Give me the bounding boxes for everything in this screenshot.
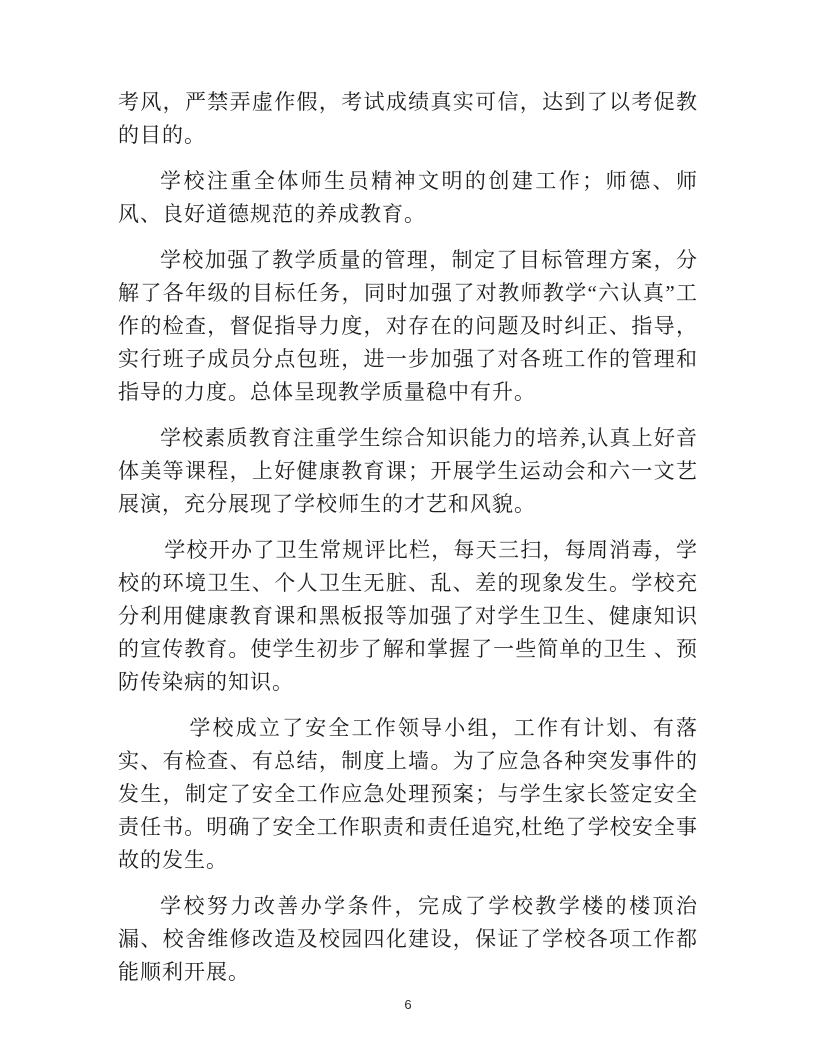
paragraph-teaching-quality-management: 学校加强了教学质量的管理，制定了目标管理方案，分解了各年级的目标任务，同时加强了对教师教学“六认真”工作的检查，督促指导力度，对存在的问题及时纠正、指导，实行班子成员分点包班，进一步加强了对各班工作的管理和指导的力度。总体呈现教学质量稳中有升。 xyxy=(118,248,698,404)
document-body xyxy=(118,86,698,1002)
page-number: 6 xyxy=(404,997,412,1012)
paragraph-quality-education: 学校素质教育注重学生综合知识能力的培养,认真上好音体美等课程，上好健康教育课；开展学生运动会和六一文艺展演，充分展现了学校师生的才艺和风貌。 xyxy=(118,426,698,516)
paragraph-exam-discipline-continuation: 考风，严禁弄虚作假，考试成绩真实可信，达到了以考促教的目的。 xyxy=(118,90,698,147)
paragraph-hygiene-health: 学校开办了卫生常规评比栏，每天三扫，每周消毒，学校的环境卫生、个人卫生无脏、乱、差的现象发生。学校充分利用健康教育课和黑板报等加强了对学生卫生、健康知识的宣传教育。使学生初步了解和掌握了一些简单的卫生 、预防传染病的知识。 xyxy=(118,538,698,694)
page-footer xyxy=(0,996,816,1014)
paragraph-safety-work: 学校成立了安全工作领导小组，工作有计划、有落实、有检查、有总结，制度上墙。为了应急各种突发事件的发生，制定了安全工作应急处理预案；与学生家长签定安全责任书。明确了安全工作职责和责任追究,杜绝了学校安全事故的发生。 xyxy=(118,716,698,872)
paragraph-spiritual-civilization: 学校注重全体师生员精神文明的创建工作；师德、师风、良好道德规范的养成教育。 xyxy=(118,169,698,226)
paragraph-school-conditions: 学校努力改善办学条件，完成了学校教学楼的楼顶治漏、校舍维修改造及校园四化建设，保证了学校各项工作都能顺利开展。 xyxy=(118,894,698,984)
